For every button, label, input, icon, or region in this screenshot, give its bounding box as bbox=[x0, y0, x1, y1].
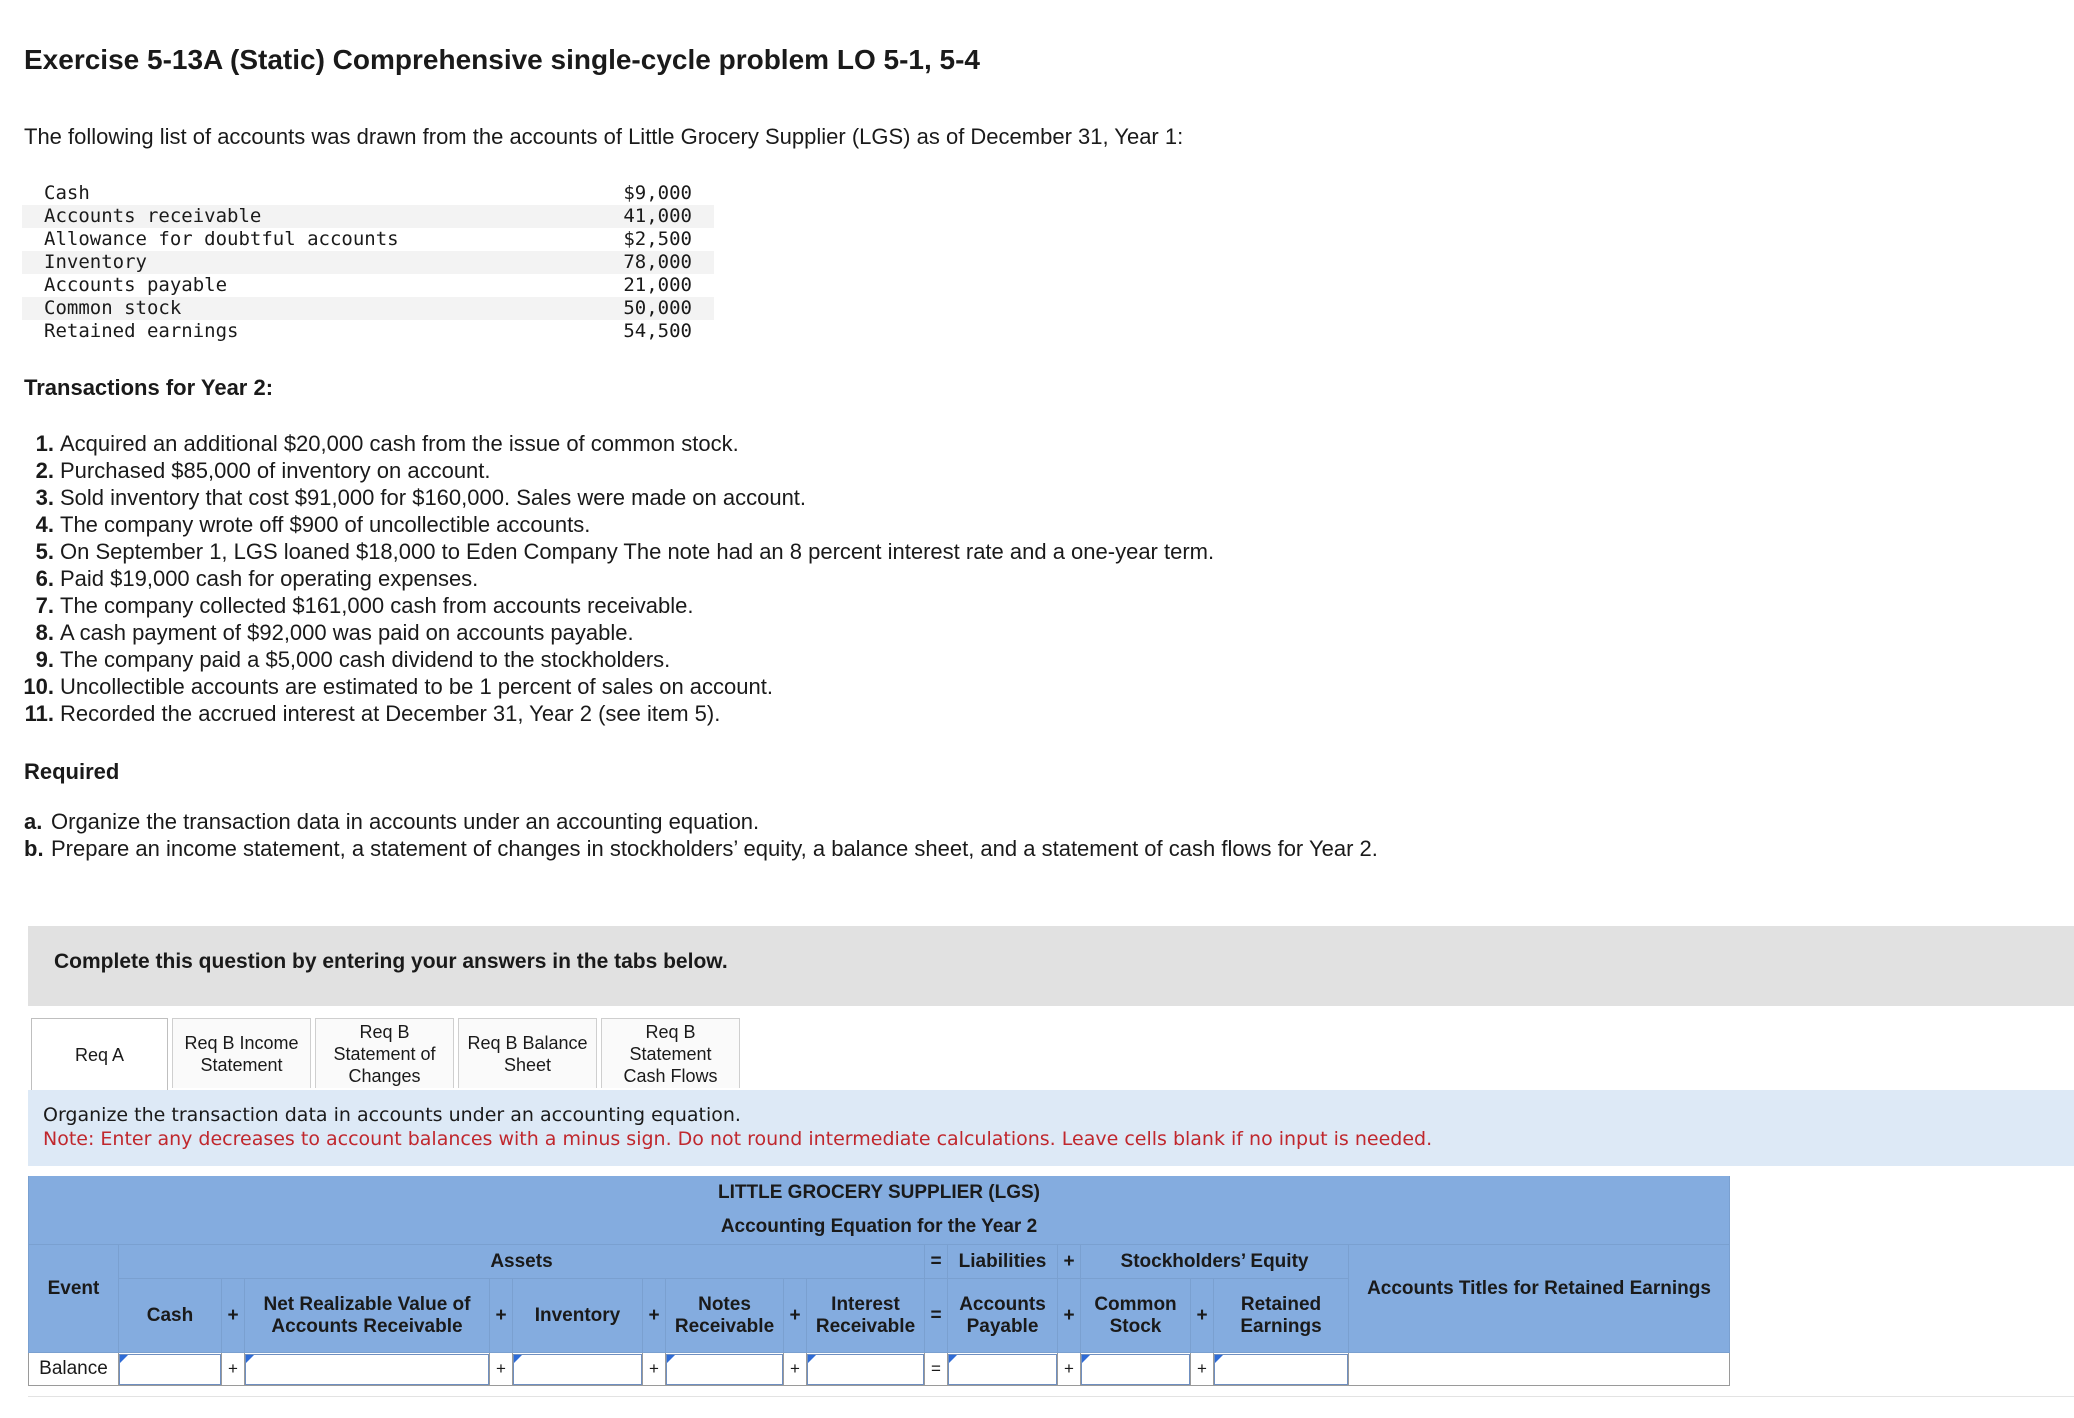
company-name: LITTLE GROCERY SUPPLIER (LGS) bbox=[29, 1176, 1730, 1210]
account-amount: 50,000 bbox=[570, 297, 714, 320]
divider bbox=[28, 1396, 2074, 1397]
balance-label: Balance bbox=[29, 1353, 119, 1386]
item-number: 8. bbox=[35, 620, 54, 645]
list-item bbox=[24, 808, 1424, 835]
nrv-cell bbox=[245, 1353, 490, 1386]
tab-req-b-income-statement[interactable]: Req B Income Statement bbox=[172, 1018, 311, 1088]
plus-sign: + bbox=[784, 1279, 807, 1353]
liabilities-header: Liabilities bbox=[948, 1245, 1058, 1279]
account-row bbox=[22, 182, 714, 205]
accounting-equation-table bbox=[28, 1176, 1730, 1386]
account-row bbox=[22, 297, 714, 320]
item-text: The company wrote off $900 of uncollectible accounts. bbox=[60, 512, 591, 537]
table-subtitle: Accounting Equation for the Year 2 bbox=[29, 1210, 1730, 1245]
accounts-list bbox=[22, 182, 714, 343]
notes-receivable-header: Notes Receivable bbox=[666, 1279, 784, 1353]
item-text: Recorded the accrued interest at December 31, Year 2 (see item 5). bbox=[60, 701, 721, 726]
inventory-header: Inventory bbox=[513, 1279, 643, 1353]
list-item bbox=[14, 673, 1214, 700]
account-row bbox=[22, 205, 714, 228]
item-text: The company paid a $5,000 cash dividend to the stockholders. bbox=[60, 647, 671, 672]
list-item bbox=[14, 565, 1214, 592]
item-number: 10. bbox=[23, 674, 54, 699]
tab-req-b-statement-cash-flows[interactable]: Req B Statement Cash Flows bbox=[601, 1018, 740, 1088]
common-stock-cell bbox=[1081, 1353, 1191, 1386]
item-number: 11. bbox=[24, 701, 54, 726]
list-item bbox=[14, 484, 1214, 511]
plus-sign: + bbox=[1058, 1245, 1081, 1279]
cash-cell bbox=[119, 1353, 222, 1386]
plus-sign: + bbox=[1058, 1279, 1081, 1353]
tab-req-b-balance-sheet[interactable]: Req B Balance Sheet bbox=[458, 1018, 597, 1088]
account-amount: 21,000 bbox=[623, 274, 692, 296]
accounts-payable-cell bbox=[948, 1353, 1058, 1386]
item-text: Paid $19,000 cash for operating expenses. bbox=[60, 566, 479, 591]
account-amount: 78,000 bbox=[570, 251, 714, 274]
account-name: Cash bbox=[44, 182, 90, 204]
account-amount: 54,500 bbox=[623, 320, 692, 342]
table-row bbox=[29, 1353, 1730, 1386]
account-name: Common stock bbox=[22, 297, 570, 320]
interest-receivable-header: Interest Receivable bbox=[807, 1279, 925, 1353]
common-stock-input[interactable] bbox=[1081, 1354, 1190, 1385]
assets-header: Assets bbox=[119, 1245, 925, 1279]
account-row bbox=[22, 251, 714, 274]
item-text: Prepare an income statement, a statement of changes in stockholders’ equity, a balance sheet, and a statement of cash flows for Year 2. bbox=[51, 836, 1378, 861]
account-name: Inventory bbox=[22, 251, 570, 274]
instruction-note: Note: Enter any decreases to account balances with a minus sign. Do not round intermediate calculations. Leave cells blank if no input is needed. bbox=[43, 1128, 1433, 1150]
item-text: Sold inventory that cost $91,000 for $160,000. Sales were made on account. bbox=[60, 485, 807, 510]
item-number: 7. bbox=[35, 593, 54, 618]
transactions-list bbox=[14, 430, 1214, 727]
interest-receivable-cell bbox=[807, 1353, 925, 1386]
tab-req-a[interactable]: Req A bbox=[31, 1018, 168, 1090]
required-list bbox=[24, 808, 1424, 862]
common-stock-header: Common Stock bbox=[1081, 1279, 1191, 1353]
plus-sign: + bbox=[1191, 1353, 1214, 1386]
item-text: A cash payment of $92,000 was paid on accounts payable. bbox=[60, 620, 634, 645]
plus-sign: + bbox=[1191, 1279, 1214, 1353]
retained-earnings-header: Retained Earnings bbox=[1214, 1279, 1349, 1353]
item-text: Organize the transaction data in accounts under an accounting equation. bbox=[51, 809, 760, 834]
item-text: On September 1, LGS loaned $18,000 to Eden Company The note had an 8 percent interest rate and a one-year term. bbox=[60, 539, 1215, 564]
item-number: 9. bbox=[35, 647, 54, 672]
instruction-panel bbox=[28, 1090, 2074, 1166]
interest-receivable-input[interactable] bbox=[807, 1354, 924, 1385]
cash-header: Cash bbox=[119, 1279, 222, 1353]
item-number: 4. bbox=[35, 512, 54, 537]
retained-earnings-input[interactable] bbox=[1214, 1354, 1348, 1385]
list-item bbox=[14, 457, 1214, 484]
account-row bbox=[22, 320, 714, 343]
retained-earnings-cell bbox=[1214, 1353, 1349, 1386]
event-header: Event bbox=[29, 1245, 119, 1353]
item-number: 2. bbox=[35, 458, 54, 483]
intro-text: The following list of accounts was drawn from the accounts of Little Grocery Supplier (LGS) as of December 31, Year 1: bbox=[24, 124, 1184, 149]
tab-req-b-statement-of-changes[interactable]: Req B Statement of Changes bbox=[315, 1018, 454, 1088]
item-number: b. bbox=[24, 836, 44, 861]
account-amount: $2,500 bbox=[623, 228, 692, 250]
page-title: Exercise 5-13A (Static) Comprehensive single-cycle problem LO 5-1, 5-4 bbox=[24, 44, 980, 75]
plus-sign: + bbox=[490, 1353, 513, 1386]
instruction-text: Organize the transaction data in accounts under an accounting equation. bbox=[43, 1104, 741, 1126]
plus-sign: + bbox=[490, 1279, 513, 1353]
list-item bbox=[14, 619, 1214, 646]
list-item bbox=[14, 511, 1214, 538]
equals-sign: = bbox=[925, 1353, 948, 1386]
equals-sign: = bbox=[925, 1245, 948, 1279]
list-item bbox=[14, 592, 1214, 619]
inventory-input[interactable] bbox=[513, 1354, 642, 1385]
plus-sign: + bbox=[1058, 1353, 1081, 1386]
transactions-heading: Transactions for Year 2: bbox=[24, 375, 274, 400]
accounts-payable-input[interactable] bbox=[948, 1354, 1057, 1385]
item-text: Uncollectible accounts are estimated to be 1 percent of sales on account. bbox=[60, 674, 773, 699]
item-number: 3. bbox=[35, 485, 54, 510]
banner-text: Complete this question by entering your answers in the tabs below. bbox=[54, 950, 728, 973]
nrv-header: Net Realizable Value of Accounts Receivable bbox=[245, 1279, 490, 1353]
list-item bbox=[14, 430, 1214, 457]
notes-receivable-input[interactable] bbox=[666, 1354, 783, 1385]
account-titles-cell bbox=[1349, 1353, 1730, 1386]
item-number: a. bbox=[24, 809, 43, 834]
account-name: Accounts payable bbox=[44, 274, 228, 296]
account-row bbox=[22, 228, 714, 251]
item-text: Acquired an additional $20,000 cash from the issue of common stock. bbox=[60, 431, 739, 456]
item-number: 6. bbox=[35, 566, 54, 591]
equals-sign: = bbox=[925, 1279, 948, 1353]
notes-receivable-cell bbox=[666, 1353, 784, 1386]
account-amount: 41,000 bbox=[570, 205, 714, 228]
account-name: Allowance for doubtful accounts bbox=[44, 228, 399, 250]
plus-sign: + bbox=[643, 1353, 666, 1386]
account-name: Retained earnings bbox=[44, 320, 239, 342]
tab-bar bbox=[31, 1018, 744, 1090]
tabs-banner bbox=[28, 926, 2074, 1006]
account-row bbox=[22, 274, 714, 297]
plus-sign: + bbox=[643, 1279, 666, 1353]
plus-sign: + bbox=[784, 1353, 807, 1386]
list-item bbox=[24, 835, 1424, 862]
plus-sign: + bbox=[222, 1353, 245, 1386]
equity-header: Stockholders’ Equity bbox=[1081, 1245, 1349, 1279]
item-text: Purchased $85,000 of inventory on account. bbox=[60, 458, 491, 483]
cash-input[interactable] bbox=[119, 1354, 221, 1385]
account-titles-header: Accounts Titles for Retained Earnings bbox=[1349, 1245, 1730, 1353]
item-text: The company collected $161,000 cash from accounts receivable. bbox=[60, 593, 694, 618]
accounts-payable-header: Accounts Payable bbox=[948, 1279, 1058, 1353]
required-heading: Required bbox=[24, 759, 120, 784]
plus-sign: + bbox=[222, 1279, 245, 1353]
nrv-input[interactable] bbox=[245, 1354, 489, 1385]
item-number: 5. bbox=[35, 539, 54, 564]
account-amount: $9,000 bbox=[623, 182, 692, 204]
inventory-cell bbox=[513, 1353, 643, 1386]
account-name: Accounts receivable bbox=[22, 205, 570, 228]
list-item bbox=[14, 538, 1214, 565]
item-number: 1. bbox=[35, 431, 54, 456]
list-item bbox=[14, 700, 1214, 727]
list-item bbox=[14, 646, 1214, 673]
